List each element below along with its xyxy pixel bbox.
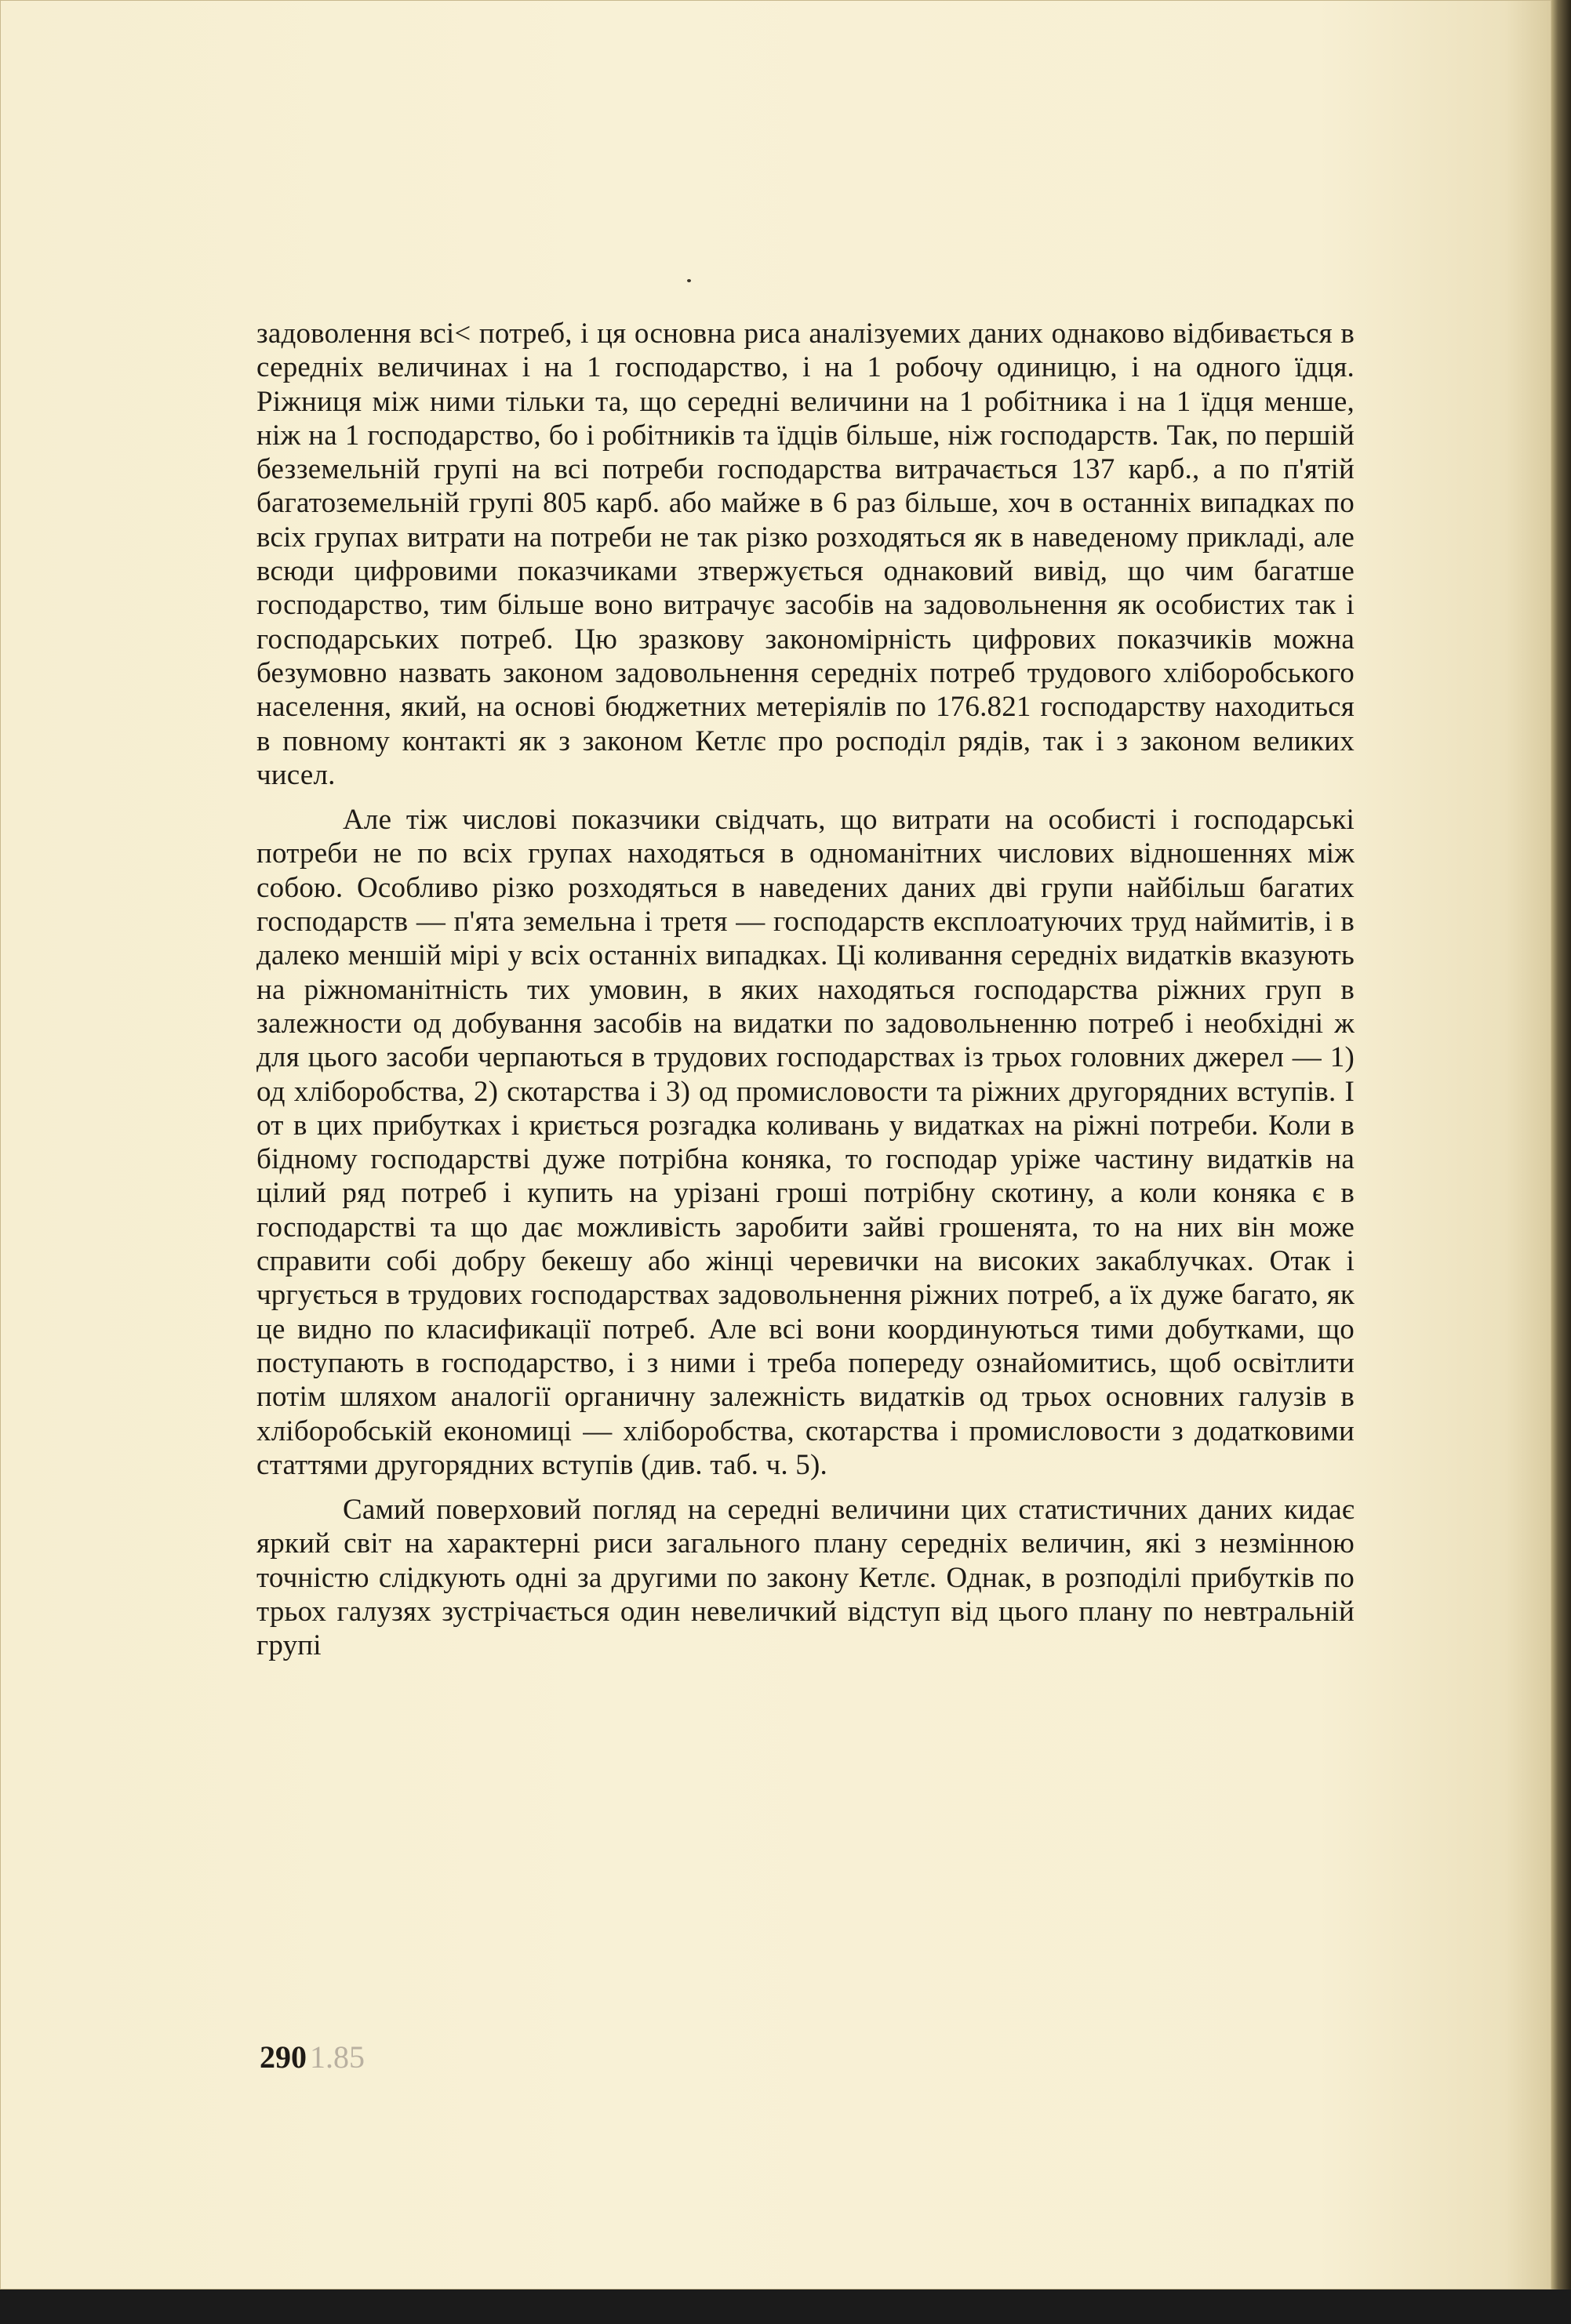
body-text [256, 317, 1355, 1663]
page-edge-shadow [1551, 0, 1571, 2290]
page-number [260, 2039, 365, 2075]
paragraph-1: задоволення всі< потреб, і ця основна риса аналізуемих даних однаково відбивається в середніх величинах і на 1 господарство, і на 1 робочу одиницю, і на одного їдця. Ріжниця між ними тільки та, що середні величини на 1 робітника і на 1 їдця менше, ніж на 1 господарство, бо і робітників та їдців більше, ніж господарств. Так, по першій безземельній групі на всі потреби господарства витрачається 137 карб., а по п'ятій багатоземельній групі 805 карб. або майже в 6 раз більше, хоч в останніх випадках по всіх групах витрати на потреби не так різко розходяться як в наведеному прикладі, але всюди цифровими показчиками зтвержується однаковий вивід, що чим багатше господарство, тим більше воно витрачує засобів на задовольнення як особистих так і господарських потреб. Цю зразкову закономірність цифрових показчиків можна безумовно назвать законом задовольнення середніх потреб трудового хліборобського населення, який, на основі бюджетних метеріялів по 176.821 господарству находиться в повному контакті як з законом Кетлє про росподіл рядів, так і з законом великих чисел. [256, 318, 1355, 791]
ink-speck [687, 279, 691, 282]
page-number-value: 290 [260, 2039, 307, 2075]
page-number-bleed-through: 1.85 [310, 2039, 365, 2075]
paragraph-2: Але тіж числові показчики свідчать, що витрати на особисті і господарські потреби не по всіх групах находяться в одноманітних числових відношеннях між собою. Особливо різко розходяться в наведених даних дві групи найбільш багатих господарств — п'ята земельна і третя — господарств експлоатуючих труд наймитів, і в далеко меншій мірі у всіх останніх випадках. Ці коливання середніх видатків вказують на ріжноманітність тих умовин, в яких находяться господарства ріжних груп в залежности од добування засобів на видатки по задовольненню потреб і необхідні ж для цього засоби черпаються в трудових господарствах із трьох головних джерел — 1) од хліборобства, 2) скотарства і 3) од промисловости та ріжних другорядних вступів. І от в цих прибутках і криється розгадка коливань у видатках на ріжні потреби. Коли в бідному господарстві дуже потрібна коняка, то господар уріже частину видатків на цілий ряд потреб і купить на урізані гроші потрібну скотину, а коли коняка є в господарстві та що дає можливість заробити зайві грошенята, то на них він може справити собі добру бекешу або жінці черевички на високих закаблучках. Отак і чргується в трудових господарствах задовольнення ріжних потреб, а їх дуже багато, як це видно по класификації потреб. Але всі вони координуються тими добутками, що поступають в господарство, і з ними і треба попереду ознайомитись, щоб освітлити потім шляхом аналогії органичну залежність видатків од трьох основних галузів в хліборобській економиці — хліборобства, скотарства і промисловости з додатковими статтями другорядних вступів (див. таб. ч. 5). [256, 804, 1355, 1481]
paragraph-3: Самий поверховий погляд на середні величини цих статистичних даних кидає яркий світ на характерні риси загального плану середніх величин, які з незмінною точністю слідкують одні за другими по закону Кетлє. Однак, в розподілі прибутків по трьох галузях зустрічається один невеличкий відступ від цього плану по невтральній групі [256, 1494, 1355, 1662]
